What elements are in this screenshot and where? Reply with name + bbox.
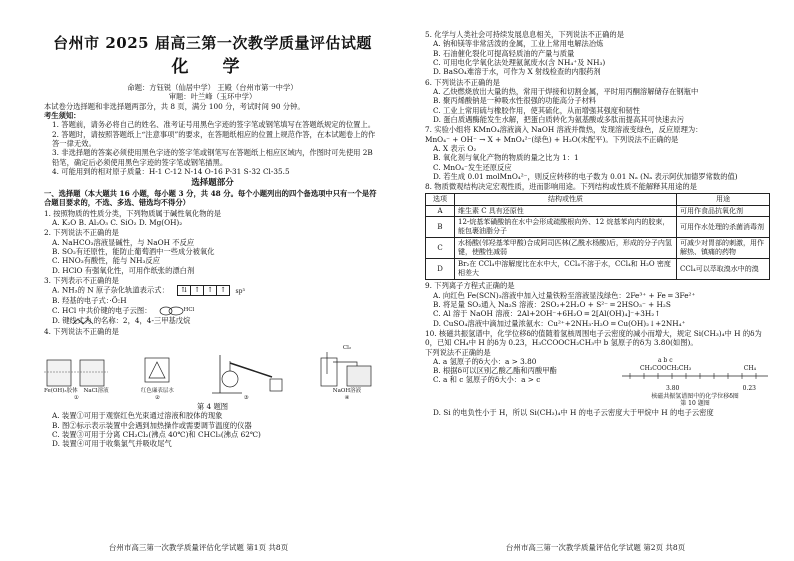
q10-options-and-figure: [425, 357, 770, 408]
orbital-box: ↑: [216, 285, 230, 296]
page-2-footer: 台州市高三第一次教学质量评估化学试题 第2页 共8页: [505, 543, 686, 553]
question-1-options: A. K₂O B. Al₂O₃ C. SiO₂ D. Mg(OH)₂: [52, 218, 183, 228]
apparatus-number: ④: [344, 395, 350, 401]
table-cell: CCl₄可以萃取溴水中的溴: [677, 259, 770, 280]
q5-option-a: A. 钠和镁等非常活泼的金属，工业上常用电解法冶炼: [433, 39, 604, 49]
subject-title: 化 学: [171, 57, 254, 78]
q3-option-a-row: [44, 285, 381, 296]
table-header: 选项: [426, 193, 455, 205]
q10-options: [425, 357, 620, 408]
table-cell: C: [426, 238, 455, 259]
q4-option-d: D. 装置④可用于收集氯气并吸收尾气: [52, 439, 172, 449]
q5-option-d: D. BaSO₄难溶于水，可作为 X 射线检查的内服药剂: [433, 67, 601, 77]
q6-option-a: A. 乙炔燃烧放出大量的热，常用于焊接和切割金属，平时用丙酮溶解储存在钢瓶中: [433, 86, 699, 96]
authors-line: 命题：方钰锐（仙居中学） 王殿（台州市第一中学）: [127, 82, 298, 92]
question-4: 4. 下列说法不正确的是: [44, 326, 119, 336]
table-row: [426, 217, 770, 238]
cl2-label: Cl₂: [342, 344, 352, 351]
q10-subprompt: 下列说法不正确的是: [425, 347, 491, 357]
notice-title: 考生须知：: [44, 110, 81, 120]
question-3: 3. 下列表示不正确的是: [44, 276, 119, 286]
question-9: 9. 下列离子方程式正确的是: [425, 281, 515, 291]
q5-option-b: B. 石油催化裂化可提高轻质油的产量与质量: [433, 48, 575, 58]
naoh-label: NaOH溶液: [332, 387, 362, 394]
table-cell: D: [426, 259, 455, 280]
section-title: 选择题部分: [191, 178, 234, 189]
table-row: [426, 238, 770, 259]
q2-option-b: B. SO₂有还原性，能防止葡萄酒中一些成分被氧化: [52, 247, 215, 257]
exam-page-2: [397, 0, 794, 561]
nmr-380: 3.80: [666, 384, 680, 392]
table-cell: 维生素 C 具有还原性: [455, 205, 677, 217]
reviewer-line: 审题：叶兰峰（玉环中学）: [168, 92, 257, 102]
q4-option-c: C. 装置③可用于分离 CH₂Cl₂(沸点 40℃)和 CHCl₃(沸点 62℃): [52, 430, 261, 440]
nmr-ch4: CH₄: [743, 364, 756, 372]
table-cell: 可用作水处理的杀菌消毒剂: [677, 217, 770, 238]
apparatus-1: [44, 354, 109, 402]
question-10: 10. 核磁共振氢谱中，化学位移δ的值随着氢核周围电子云密度的减小而增大，规定 Si(CH₃)₄中 H 的δ为 0，已知 CH₄中 H 的δ为 0.23，H₃CCOOCH₂CH₃中 b 氢原子的δ为 3.80(如图)。: [425, 328, 762, 348]
notice-3: 3. 非选择题的答案必须使用黑色字迹的签字笔或钢笔写在答题纸上相应区域内，作图时可先使用 2B 铅笔，确定后必须使用黑色字迹的签字笔或钢笔描黑。: [52, 148, 373, 167]
table-row: [426, 259, 770, 280]
table-row: [426, 205, 770, 217]
q7-equation: MnO₄⁻ + OH⁻ → X + MnO₄²⁻(绿色) + H₂O(未配平)。下列说法不正确的是: [425, 134, 679, 144]
table-header: 结构或性质: [455, 193, 677, 205]
skeletal-formula-icon: [72, 316, 96, 326]
gas-collection-icon: [317, 352, 377, 388]
apparatus-number: ①: [73, 395, 79, 401]
electron-cloud-figure: [158, 306, 195, 316]
q3-option-d: D. 键线式为 的名称：2，4，4-三甲基戊烷: [52, 315, 191, 325]
question-1: 1. 按照物质的性质分类，下列物质属于碱性氧化物的是: [44, 208, 222, 218]
figure-4-caption: 第 4 题图: [196, 402, 229, 412]
q4-option-a: A. 装置①可用于观察红色光束通过溶液和胶体的现象: [52, 411, 223, 421]
q9-option-d: D. CuSO₄溶液中滴加过量浓氨水：Cu²⁺+2NH₃·H₂O ═ Cu(OH)₂↓+2NH₄⁺: [433, 318, 686, 328]
nmr-023: 0.23: [742, 384, 756, 392]
notice-2: 2. 答题时，请按照答题纸上“注意事项”的要求，在答题纸相应的位置上规范作答，在本试题卷上的作答一律无效。: [52, 129, 376, 148]
q2-option-a: A. NaHCO₃溶液显碱性，与 NaOH 不反应: [52, 237, 195, 247]
beakers-icon: [44, 354, 108, 388]
colloid-label: Fe(OH)₃胶体: [44, 387, 78, 394]
table-cell: 12-烷基苯磺酸钠在水中会形成疏酸根向外、12 烷基苯向内的胶束，能包裹油脂分子: [455, 217, 677, 238]
q10-option-c: C. a 和 c 氢原子的δ大小：a > c: [433, 375, 541, 385]
intro: 本试卷分选择题和非选择题两部分，共 8 页，满分 100 分，考试时间 90 分钟。: [44, 101, 305, 111]
q7-option-b: B. 氧化剂与氧化产物的物质的量之比为 1：1: [433, 153, 579, 163]
q6-option-b: B. 聚丙烯酸钠是一种吸水性很强的功能高分子材料: [433, 96, 597, 106]
nmr-figure: [620, 357, 770, 408]
q9-option-c: C. Al 溶于 NaOH 溶液：2Al+2OH⁻+6H₂O ═ 2[Al(OH)₄]⁻+3H₂↑: [433, 309, 661, 319]
exam-title: 台州市 2025 届高三第一次教学质量评估试题: [53, 34, 372, 52]
q3-option-c: C. HCl 中共价键的电子云图：: [52, 305, 152, 315]
q10-option-a: A. a 氢原子的δ大小：a > 3.80: [433, 356, 537, 366]
q4-option-b: B. 图②标示表示装置中会遇到加热操作或需要调节温度的仪器: [52, 420, 252, 430]
table-cell: Br₂在 CCl₄中溶解度比在水中大，CCl₄不溶于水，CCl₄和 H₂O 密度相差大: [455, 259, 677, 280]
apparatus-3: [206, 351, 286, 402]
q10-option-d: D. Si 的电负性小于 H，所以 Si(CH₃)₄中 H 的电子云密度大于甲烷中 H 的电子云密度: [433, 407, 714, 417]
sp3-label: sp³: [235, 287, 245, 295]
q6-option-c: C. 工业上常用硫与橡胶作用，使其硫化，从而增强其强度和韧性: [433, 105, 640, 115]
q4-apparatus-figure: [44, 338, 381, 402]
nmr-axis-title: 核磁共振氢谱图中的化学位移δ图: [651, 392, 739, 400]
apparatus-2: [139, 354, 175, 402]
question-5: 5. 化学与人类社会可持续发展息息相关，下列说法不正确的是: [425, 30, 624, 39]
question-8: 8. 物质微观结构决定宏观性质，进而影响用途。下列结构或性质不能解释其用途的是: [425, 182, 697, 192]
q3-option-d-row: [44, 316, 381, 326]
q10-option-b: B. 根据δ可以区别乙酸乙酯和丙酸甲酯: [433, 366, 557, 376]
q9-option-b: B. 将足量 SO₂通入 Na₂S 溶液：2SO₂+2H₂O + S²⁻ ═ 2HSO₃⁻ + H₂S: [433, 299, 671, 309]
table-cell: 可用作食品抗氧化剂: [677, 205, 770, 217]
q7-option-a: A. X 表示 O₂: [433, 143, 477, 153]
nacl-label: NaCl溶液: [83, 387, 109, 394]
label-text: 红色廉表层水: [140, 387, 174, 394]
nmr-molecule: CH₃COOCH₂CH₃: [640, 364, 692, 372]
table-cell: A: [426, 205, 455, 217]
table-cell: 可减少对胃部的刺激，用作解热、镇痛的药物: [677, 238, 770, 259]
q6-option-d: D. 蛋白质遇酶能发生水解，把蛋白质转化为氨基酸或多肽而提高其可快速去污: [433, 114, 685, 124]
q5-option-c: C. 可用电化学氧化法处理氨氮废水(含 NH₄⁺及 NH₃): [433, 57, 606, 67]
table-cell: 水杨酸(邻羟基苯甲酸)合成阿司匹林(乙酰水杨酸)后，形成的分子内氢键，使酸性减弱: [455, 238, 677, 259]
apparatus-number: ②: [154, 395, 160, 401]
q7-option-c: C. MnO₄⁻发生还原反应: [433, 162, 512, 172]
q9-option-a: A. 向红色 Fe(SCN)₃溶液中加入过量铁粉至溶液显浅绿色：2Fe³⁺ + Fe ═ 3Fe²⁺: [433, 290, 696, 300]
page-1-footer: 台州市高三第一次教学质量评估化学试题 第1页 共8页: [108, 543, 289, 553]
distillation-icon: [206, 351, 286, 395]
warning-label-icon: [139, 354, 175, 388]
table-cell: B: [426, 217, 455, 238]
orbital-box: ↑: [203, 285, 217, 296]
question-7: 7. 实验小组将 KMnO₄溶液滴入 NaOH 溶液并微热，发现溶液变绿色，反应原理为：: [425, 125, 703, 135]
q7-option-d: D. 若生成 0.01 molMnO₄²⁻，则反应转移的电子数为 0.01 Nₐ (Nₐ 表示阿伏加德罗常数的值): [433, 171, 738, 181]
q3-option-b: B. 羟基的电子式：·Ö:H: [52, 296, 127, 306]
q8-table: [425, 193, 770, 281]
orbital-box: ⇅: [177, 285, 191, 296]
nmr-labels: [620, 365, 770, 373]
table-header-row: [426, 193, 770, 205]
q2-option-c: C. HNO₃有酸性，能与 NH₃反应: [52, 256, 160, 266]
figure-10-caption: 第 10 题图: [680, 400, 710, 408]
q3-option-c-row: [44, 306, 381, 316]
orbital-box: ↑: [190, 285, 204, 296]
question-6: 6. 下列说法不正确的是: [425, 77, 500, 87]
table-header: 用途: [677, 193, 770, 205]
electron-cloud-icon: [158, 306, 184, 316]
orbital-boxes: [177, 285, 229, 296]
nmr-ab-labels: a b c: [658, 356, 673, 364]
apparatus-4: [317, 345, 377, 402]
q3-option-a: A. NH₃的 N 原子杂化轨道表示式：: [52, 285, 169, 295]
nmr-axis-icon: [620, 372, 770, 382]
section-desc: 一、选择题（本大题共 16 小题，每小题 3 分，共 48 分。每个小题列出的四个备选项中只有一个是符合题目要求的，不选、多选、错选均不得分）: [44, 189, 377, 208]
notice-4: 4. 可能用到的相对原子质量：H-1 C-12 N-14 O-16 P-31 S-32 Cl-35.5: [52, 166, 290, 176]
apparatus-number: ③: [243, 395, 249, 401]
notice-1: 1. 答题前，请务必将自己的姓名、准考证号用黑色字迹的签字笔或钢笔填写在答题纸规定的位置上。: [52, 120, 376, 130]
q2-option-d: D. HClO 有强氧化性，可用作纸张的漂白剂: [52, 265, 195, 275]
question-2: 2. 下列说法不正确的是: [44, 228, 119, 238]
hcl-label: HCl: [183, 307, 195, 314]
nmr-values: [620, 385, 770, 393]
